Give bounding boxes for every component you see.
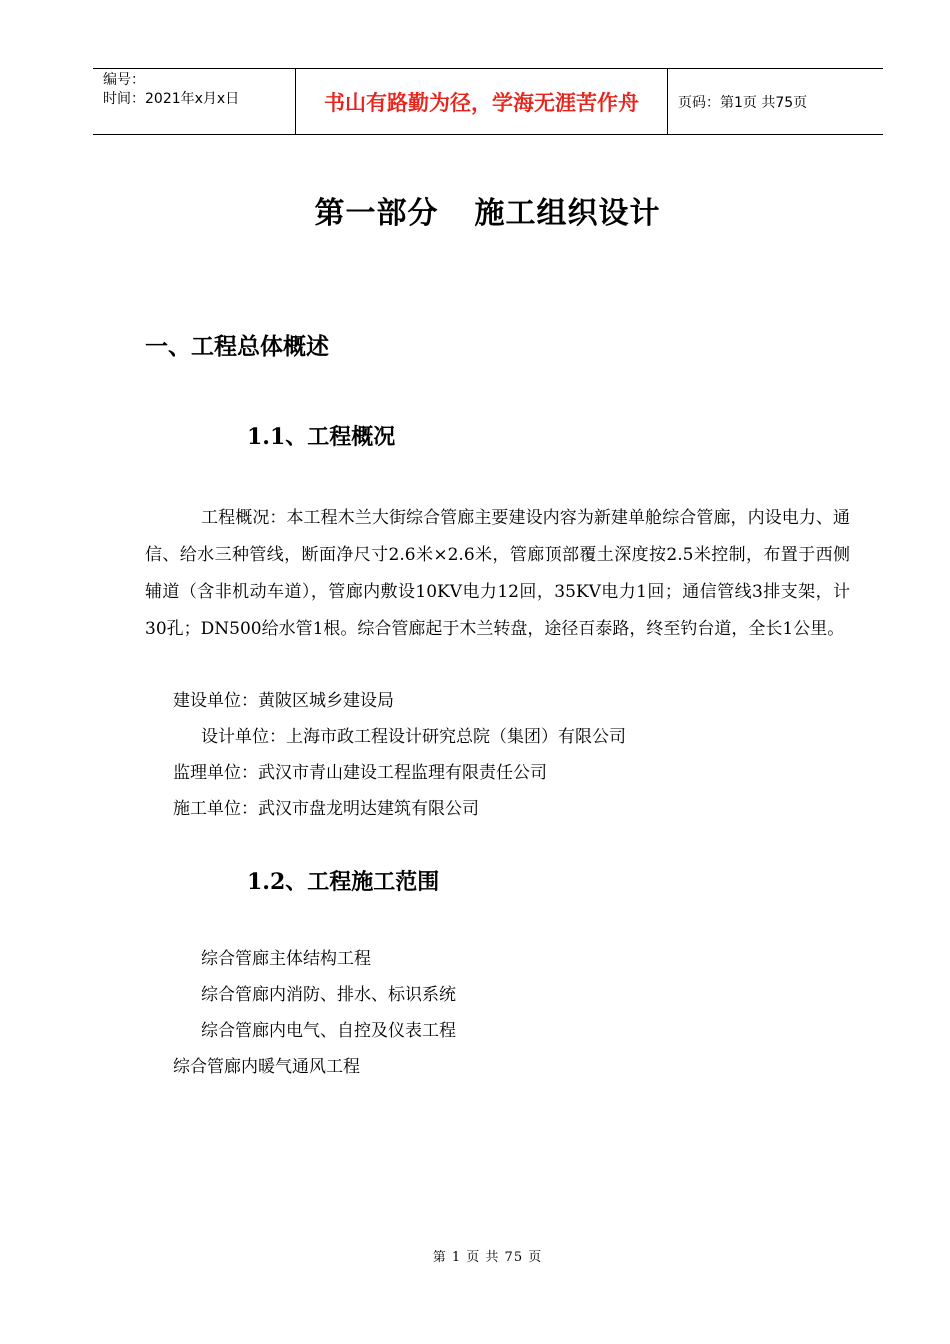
subsection-heading-1-2 xyxy=(247,865,439,896)
overview-paragraph-text: 工程概况：本工程木兰大街综合管廊主要建设内容为新建单舱综合管廊，内设电力、通信、给水三种管线，断面净尺寸2.6米×2.6米，管廊顶部覆土深度按2.5米控制，布置于西侧辅道（含非机动车道），管廊内敷设10KV电力12回，35KV电力1回；通信管线3排支架，计30孔；DN500给水管1根。综合管廊起于木兰转盘，途径百泰路，终至钓台道，全长1公里。 xyxy=(145,508,850,639)
document-number-label: 编号： xyxy=(103,72,145,88)
part-title-part: 第一部分 xyxy=(314,196,439,231)
section-heading-overview: 一、工程总体概述 xyxy=(145,334,329,360)
construction-unit-line: 建设单位：黄陂区城乡建设局 xyxy=(173,691,394,711)
builder-unit-line: 施工单位：武汉市盘龙明达建筑有限公司 xyxy=(173,799,479,819)
subsection-number: 1.1 xyxy=(247,424,286,450)
overview-paragraph xyxy=(145,500,850,648)
subsection-title: 、工程概况 xyxy=(285,425,396,450)
document-time-label: 时间：2021年x月x日 xyxy=(103,91,240,107)
design-unit-line: 设计单位：上海市政工程设计研究总院（集团）有限公司 xyxy=(201,727,626,747)
subsection-heading-1-1 xyxy=(247,420,395,451)
header-motto: 书山有路勤为径，学海无涯苦作舟 xyxy=(295,69,668,134)
scope-item: 综合管廊内电气、自控及仪表工程 xyxy=(201,1021,456,1041)
part-title-name: 施工组织设计 xyxy=(474,196,661,231)
scope-item: 综合管廊主体结构工程 xyxy=(201,949,371,969)
header-page-number: 页码：第1页 共75页 xyxy=(678,94,808,111)
header-meta xyxy=(93,69,295,134)
page-footer: 第 1 页 共 75 页 xyxy=(432,1250,543,1265)
subsection-title: 、工程施工范围 xyxy=(285,870,440,895)
scope-item: 综合管廊内消防、排水、标识系统 xyxy=(201,985,456,1005)
scope-item: 综合管廊内暖气通风工程 xyxy=(173,1057,360,1077)
subsection-number: 1.2 xyxy=(247,869,286,895)
part-title xyxy=(0,188,950,232)
page-header xyxy=(93,68,883,135)
supervision-unit-line: 监理单位：武汉市青山建设工程监理有限责任公司 xyxy=(173,763,547,783)
